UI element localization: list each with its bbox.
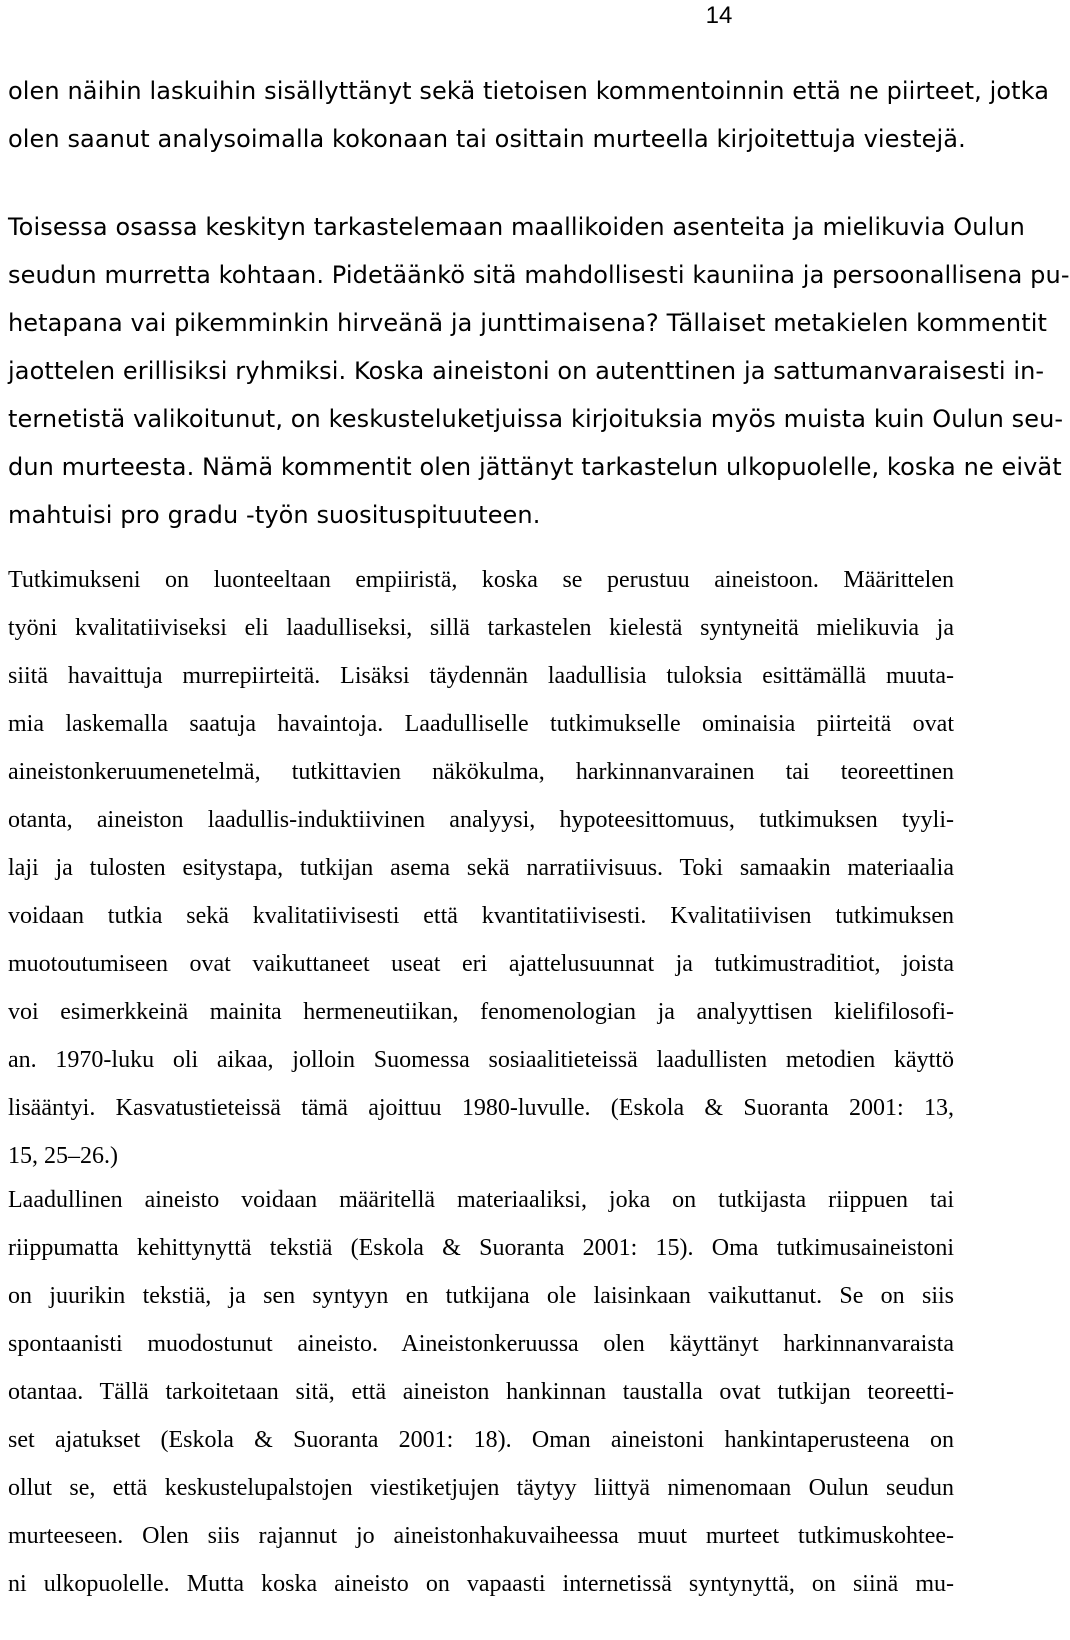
text-line: spontaanisti muodostunut aineisto. Aineistonkeruussa olen käyttänyt harkinnanvaraista	[8, 1331, 954, 1357]
text-line: jaottelen erillisiksi ryhmiksi. Koska aineistoni on autenttinen ja sattumanvaraisesti in-	[8, 357, 1045, 385]
text-line: murteeseen. Olen siis rajannut jo aineistonhakuvaiheessa muut murteet tutkimuskohtee-	[8, 1523, 954, 1549]
text-line: ni ulkopuolelle. Mutta koska aineisto on vapaasti internetissä syntynyttä, on siinä mu-	[8, 1571, 954, 1597]
text-line: Tutkimukseni on luonteeltaan empiiristä, koska se perustuu aineistoon. Määrittelen	[8, 567, 954, 593]
text-line: 15, 25–26.)	[8, 1143, 118, 1169]
text-line: set ajatukset (Eskola & Suoranta 2001: 18). Oman aineistoni hankintaperusteena on	[8, 1427, 954, 1453]
text-line: voidaan tutkia sekä kvalitatiivisesti että kvantitatiivisesti. Kvalitatiivisen tutkimuksen	[8, 903, 954, 929]
paragraph-second-part	[8, 203, 1070, 539]
text-line: mia laskemalla saatuja havaintoja. Laadulliselle tutkimukselle ominaisia piirteitä ovat	[8, 711, 954, 737]
text-line: ollut se, että keskustelupalstojen viestiketjujen täytyy liittyä nimenomaan Oulun seudun	[8, 1475, 954, 1501]
text-line: hetapana vai pikemminkin hirveänä ja junttimaisena? Tällaiset metakielen kommentit	[8, 309, 1048, 337]
text-line: laji ja tulosten esitystapa, tutkijan asema sekä narratiivisuus. Toki samaakin materiaalia	[8, 855, 954, 881]
text-line: muotoutumiseen ovat vaikuttaneet useat eri ajattelusuunnat ja tutkimustraditiot, joista	[8, 951, 954, 977]
text-line: olen näihin laskuihin sisällyttänyt sekä tietoisen kommentoinnin että ne piirteet, jotka	[8, 77, 1050, 105]
text-line: mahtuisi pro gradu -työn suosituspituuteen.	[8, 501, 541, 529]
text-line: olen saanut analysoimalla kokonaan tai osittain murteella kirjoitettuja viestejä.	[8, 125, 966, 153]
text-line: seudun murretta kohtaan. Pidetäänkö sitä mahdollisesti kauniina ja persoonallisena pu-	[8, 261, 1070, 289]
text-line: otanta, aineiston laadullis-induktiivinen analyysi, hypoteesittomuus, tutkimuksen tyyli-	[8, 807, 954, 833]
text-line: an. 1970-luku oli aikaa, jolloin Suomessa sosiaalitieteissä laadullisten metodien käyttö	[8, 1047, 954, 1073]
text-line: voi esimerkkeinä mainita hermeneutiikan, fenomenologian ja analyyttisen kielifilosofi-	[8, 999, 954, 1025]
paragraph-methodology	[8, 556, 954, 1180]
text-line: aineistonkeruumenetelmä, tutkittavien näkökulma, harkinnanvarainen tai teoreettinen	[8, 759, 954, 785]
text-line: dun murteesta. Nämä kommentit olen jättänyt tarkastelun ulkopuolelle, koska ne eivät	[8, 453, 1062, 481]
text-line: lisääntyi. Kasvatustieteissä tämä ajoittuu 1980-luvulle. (Eskola & Suoranta 2001: 13,	[8, 1095, 954, 1121]
paragraph-material	[8, 1176, 954, 1608]
text-line: riippumatta kehittynyttä tekstiä (Eskola & Suoranta 2001: 15). Oma tutkimusaineistoni	[8, 1235, 954, 1261]
text-line: Laadullinen aineisto voidaan määritellä materiaaliksi, joka on tutkijasta riippuen tai	[8, 1187, 954, 1213]
text-line: on juurikin tekstiä, ja sen syntyyn en tutkijana ole laisinkaan vaikuttanut. Se on siis	[8, 1283, 954, 1309]
text-line: ternetistä valikoitunut, on keskusteluketjuissa kirjoituksia myös muista kuin Oulun seu-	[8, 405, 1064, 433]
text-line: Toisessa osassa keskityn tarkastelemaan maallikoiden asenteita ja mielikuvia Oulun	[8, 213, 1025, 241]
page-number: 14	[705, 2, 733, 29]
text-line: siitä havaittuja murrepiirteitä. Lisäksi täydennän laadullisia tuloksia esittämällä muuta-	[8, 663, 954, 689]
paragraph-intro	[8, 67, 1050, 163]
text-line: otantaa. Tällä tarkoitetaan sitä, että aineiston hankinnan taustalla ovat tutkijan teoreetti-	[8, 1379, 954, 1405]
text-line: työni kvalitatiiviseksi eli laadulliseksi, sillä tarkastelen kielestä syntyneitä mielikuvia ja	[8, 615, 954, 641]
